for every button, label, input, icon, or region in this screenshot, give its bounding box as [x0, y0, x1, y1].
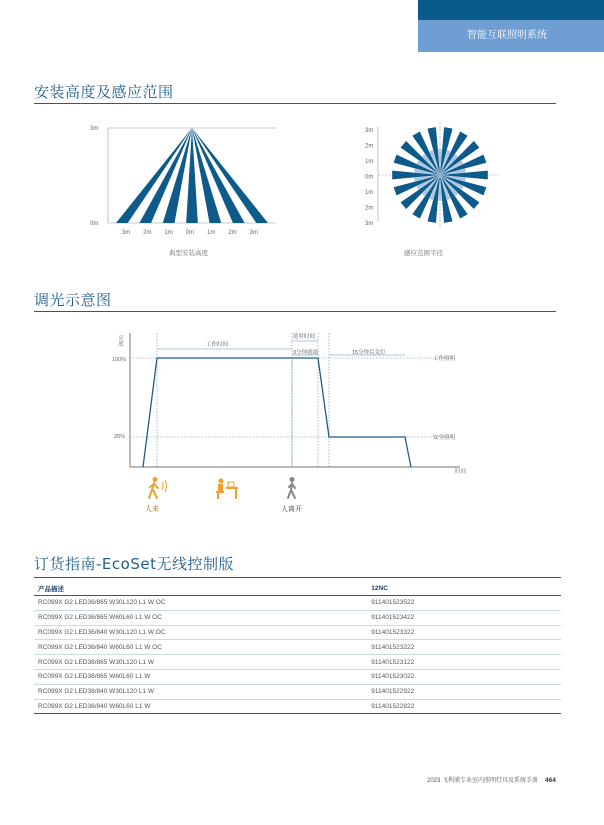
install-height-diagram — [86, 120, 286, 240]
label-person-leave: 人离开 — [281, 506, 302, 513]
label-person-arrive: 人来 — [145, 506, 159, 513]
column-header-description: 产品描述 — [34, 581, 371, 596]
section-title-install: 安装高度及感应范围 — [34, 83, 174, 101]
table-row — [34, 684, 561, 699]
label-work-light: 工作照明 — [433, 356, 456, 362]
section-title-ordering: 订货指南-EcoSet无线控制版 — [34, 555, 234, 573]
cell-description: RC099X G2 LED36/865 W30L120 L1 W OC — [34, 596, 371, 611]
table-row — [34, 669, 561, 684]
caption-detection-radius: 感应范围半径 — [404, 250, 443, 257]
cell-12nc: 911401522822 — [371, 699, 561, 714]
x-tick-label: 3m — [121, 230, 131, 236]
caption-install-height: 典型安装高度 — [169, 250, 208, 257]
label-dim-3min: 3分钟就绪 — [293, 350, 319, 356]
column-header-12nc: 12NC — [371, 581, 561, 596]
footer — [427, 775, 556, 784]
x-tick-label: 1m — [207, 230, 216, 236]
x-tick-label: 0m — [185, 230, 195, 236]
section-divider — [34, 311, 556, 312]
cell-12nc: 911401523422 — [371, 610, 561, 625]
table-header-row — [34, 581, 561, 596]
dimming-curve — [143, 358, 411, 467]
x-tick-label: 1m — [164, 230, 173, 236]
radius-tick-label: 1m — [365, 159, 374, 165]
label-safety-light: 安全照明 — [433, 435, 456, 441]
x-tick-label: 3m — [249, 230, 258, 236]
table-row — [34, 640, 561, 655]
person-at-desk-icon — [212, 477, 240, 501]
section-title-dimming: 调光示意图 — [34, 291, 112, 309]
table-row — [34, 655, 561, 670]
table-row — [34, 699, 561, 714]
radial-pattern — [392, 127, 488, 223]
radius-tick-label: 2m — [365, 205, 374, 212]
x-tick-label: 2m — [228, 230, 237, 236]
detection-radius-diagram — [360, 122, 510, 232]
radius-tick-labels — [365, 128, 373, 227]
radius-tick-label: 0m — [365, 174, 374, 181]
section-divider — [34, 103, 556, 104]
cell-12nc: 911401522922 — [371, 684, 561, 699]
y-tick-bottom: 0m — [90, 221, 99, 227]
cell-12nc: 911401523322 — [371, 625, 561, 640]
cell-description: RC099X G2 LED38/865 W60L60 L1 W — [34, 669, 371, 684]
section-divider — [34, 577, 561, 578]
cell-12nc: 911401523122 — [371, 655, 561, 670]
radius-tick-label: 3m — [365, 221, 374, 227]
detection-beam — [139, 128, 192, 223]
detection-beam — [192, 128, 245, 223]
person-walking-arrive-icon — [145, 476, 173, 502]
cell-description: RC099X G2 LED38/840 W30L120 L1 W — [34, 684, 371, 699]
cell-description: RC099X G2 LED36/840 W60L60 L1 W OC — [34, 640, 371, 655]
cell-12nc: 911401523022 — [371, 669, 561, 684]
cell-description: RC099X G2 LED38/865 W30L120 L1 W — [34, 655, 371, 670]
dimming-diagram — [100, 325, 500, 475]
cell-12nc: 911401523522 — [371, 596, 561, 611]
x-tick-label: 2m — [143, 230, 152, 236]
table-row — [34, 596, 561, 611]
radius-tick-label: 1m — [365, 190, 374, 196]
radius-tick-label: 2m — [365, 143, 374, 150]
label-delay: 延时时间 — [293, 334, 316, 340]
detection-fan — [116, 128, 268, 223]
label-off-15min: 15分钟后关灯 — [352, 350, 386, 356]
x-axis-label: 时间 — [455, 469, 467, 475]
cell-12nc: 911401523222 — [371, 640, 561, 655]
ordering-table — [34, 581, 561, 714]
cell-description: RC099X G2 LED38/840 W60L60 L1 W — [34, 699, 371, 714]
level-100: 100% — [112, 357, 127, 363]
level-20: 20% — [114, 434, 126, 440]
table-row — [34, 610, 561, 625]
person-walking-leave-icon — [284, 476, 300, 502]
y-tick-top: 3m — [90, 126, 99, 132]
cell-description: RC099X G2 LED36/865 W60L60 L1 W OC — [34, 610, 371, 625]
header-accent-bar — [418, 0, 604, 20]
label-work-time: 工作时间 — [206, 342, 229, 348]
table-row — [34, 625, 561, 640]
header-section-label: 智能互联照明系统 — [418, 20, 604, 52]
radius-tick-label: 3m — [365, 128, 374, 134]
cell-description: RC099X G2 LED36/840 W30L120 L1 W OC — [34, 625, 371, 640]
y-axis-label: 亮度 — [117, 335, 123, 346]
x-tick-labels — [122, 230, 258, 236]
page-number: 464 — [545, 777, 556, 784]
footer-text: 2023 飞利浦专业室内照明灯具及系统手册 — [427, 778, 539, 784]
